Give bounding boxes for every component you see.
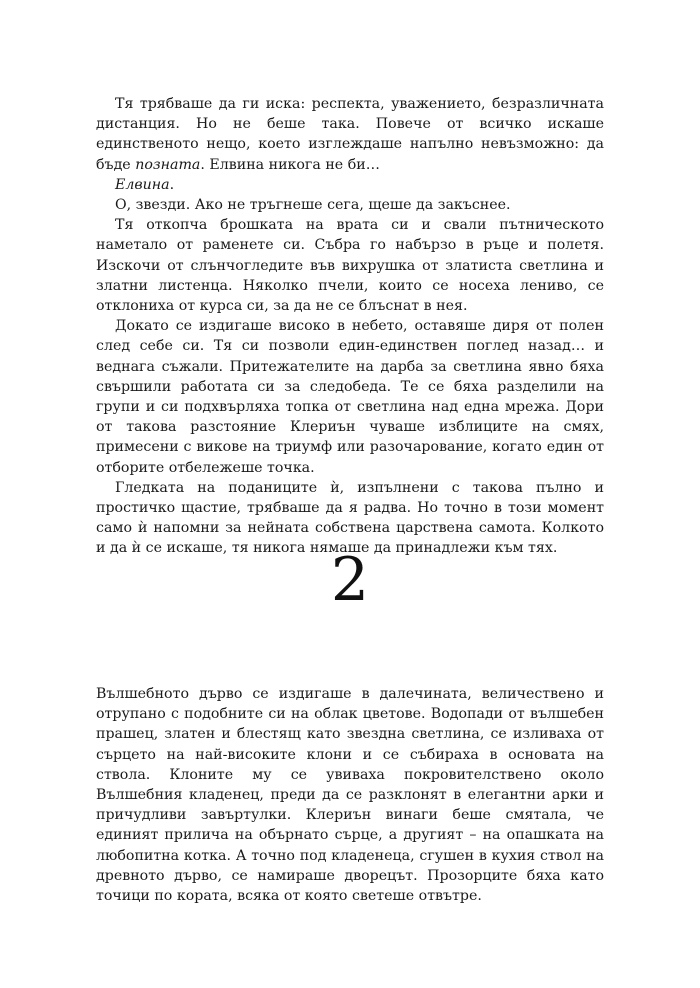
emphasized-word: Елвина bbox=[115, 176, 170, 193]
paragraph-text: Тя трябваше да ги иска: респекта, уважението, безразличната дистанция. Но не беше така. Повече от всичко искаше единственото нещо, което изглеждаше напълно невъзможно: да бъде bbox=[96, 96, 604, 173]
paragraph: Вълшебното дърво се издигаше в далечината, величествено и отрупано с подобните си на облак цветове. Водопади от вълшебен прашец, златен и блестящ като звездна светлина, се изливаха от сърцето на най-високите клони и се събираха в основата на ствола. Клоните му се увиваха покровителствено около Вълшебния кладенец, преди да се разклонят в елегантни арки и причудливи завъртулки. Клериън винаги беше смятала, че единият прилича на обърнато сърце, а другият – на опашката на любопитна котка. А точно под кладенеца, сгушен в кухия ствол на древното дърво, се намираше дворецът. Прозорците бяха като точици по кората, всяка от която светеше отвътре. bbox=[96, 686, 604, 905]
paragraph-text: . Елвина никога не би… bbox=[200, 156, 380, 173]
paragraph bbox=[96, 175, 604, 195]
paragraph-text: . bbox=[169, 176, 175, 193]
chapter-ending-text bbox=[96, 94, 604, 559]
paragraph bbox=[96, 215, 604, 316]
chapter-opening-text bbox=[96, 684, 604, 906]
paragraph bbox=[96, 94, 604, 175]
paragraph-text: Тя откопча брошката на врата си и свали пътническото наметало от раменете си. Събра го набързо в ръце и полетя. Изскочи от слънчогледите във вихрушка от златиста светлина и златни листенца. Няколко пчели, които се носеха лениво, се отклониха от курса си, за да не се блъснат в нея. bbox=[96, 217, 604, 315]
paragraph bbox=[96, 316, 604, 478]
emphasized-word: позната bbox=[135, 156, 201, 173]
paragraph-text: Гледката на поданиците ѝ, изпълнени с такова пълно и простичко щастие, трябваше да я радва. Но точно в този момент само ѝ напомни за нейната собствена царствена самота. Колкото и да ѝ се искаше, тя никога нямаше да принадлежи към тях. bbox=[96, 479, 604, 557]
paragraph bbox=[96, 195, 604, 215]
chapter-number: 2 bbox=[330, 545, 370, 615]
paragraph-text: Докато се издигаше високо в небето, оставяше диря от полен след себе си. Тя си позволи един-единствен поглед назад… и веднага съжали. Притежателите на дарба за светлина явно бяха свършили работата си за следобеда. Те се бяха разделили на групи и си подхвърляха топка от светлина над една мрежа. Дори от такова разстояние Клериън чуваше изблиците на смях, примесени с викове на триумф или разочарование, когато един от отборите отбележеше точка. bbox=[96, 318, 604, 476]
paragraph-text: О, звезди. Ако не тръгнеше сега, щеше да закъснее. bbox=[115, 197, 511, 214]
